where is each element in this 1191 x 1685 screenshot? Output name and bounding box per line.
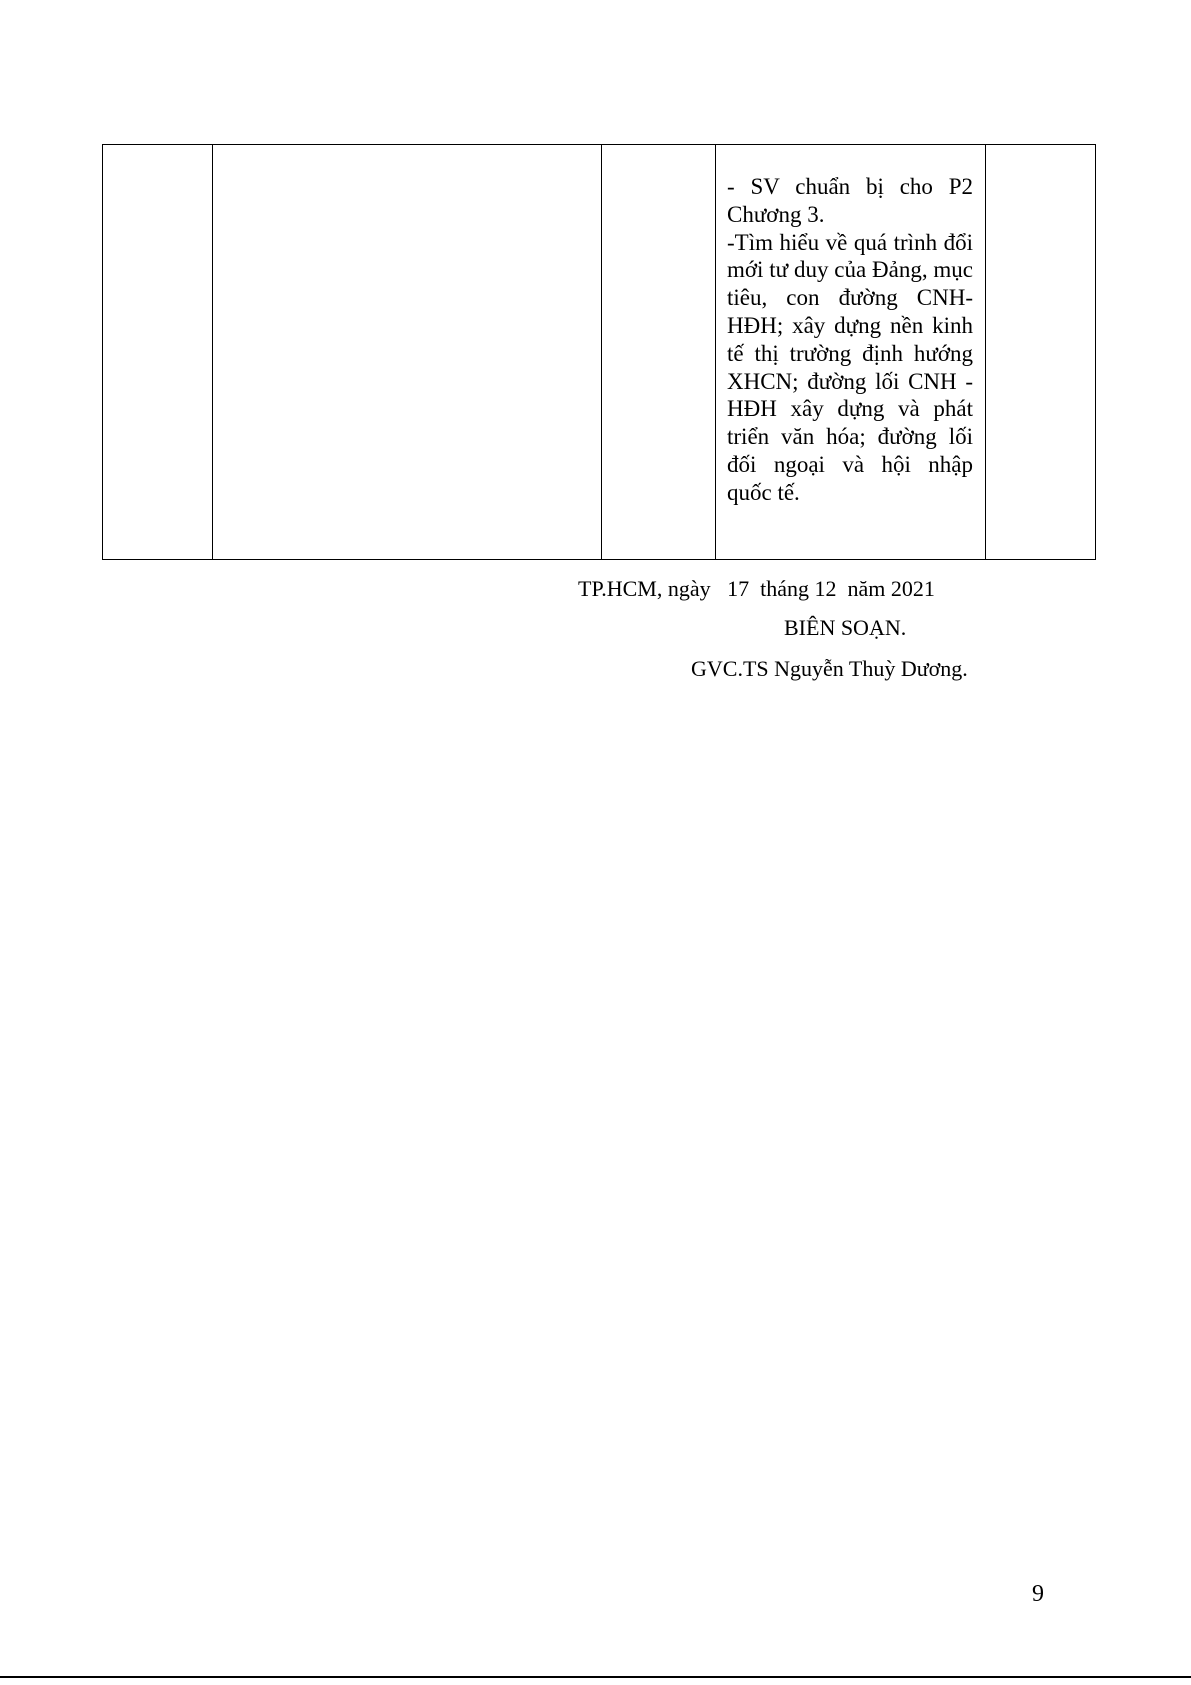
signature-name: GVC.TS Nguyễn Thuỳ Dương.	[691, 656, 968, 681]
signature-role: BIÊN SOẠN.	[784, 615, 907, 640]
assignment-paragraph-1: - SV chuẩn bị cho P2 Chương 3.	[727, 174, 973, 227]
signature-date-line: TP.HCM, ngày 17 tháng 12 năm 2021	[578, 576, 935, 601]
table-cell-5	[986, 145, 1096, 560]
schedule-table	[102, 144, 1096, 560]
assignment-text	[716, 145, 985, 507]
table-cell-3	[602, 145, 716, 560]
scan-edge-divider	[0, 1676, 1191, 1678]
table-cell-2	[213, 145, 602, 560]
table-cell-4	[716, 145, 986, 560]
assignment-paragraph-2: -Tìm hiểu về quá trình đổi mới tư duy của Đảng, mục tiêu, con đường CNH-HĐH; xây dựng nền kinh tế thị trường định hướng XHCN; đường lối CNH -HĐH xây dựng và phát triển văn hóa; đường lối đối ngoại và hội nhập quốc tế.	[727, 229, 973, 505]
table-cell-1	[103, 145, 213, 560]
table-row	[103, 145, 1096, 560]
page-number: 9	[1032, 1581, 1044, 1607]
